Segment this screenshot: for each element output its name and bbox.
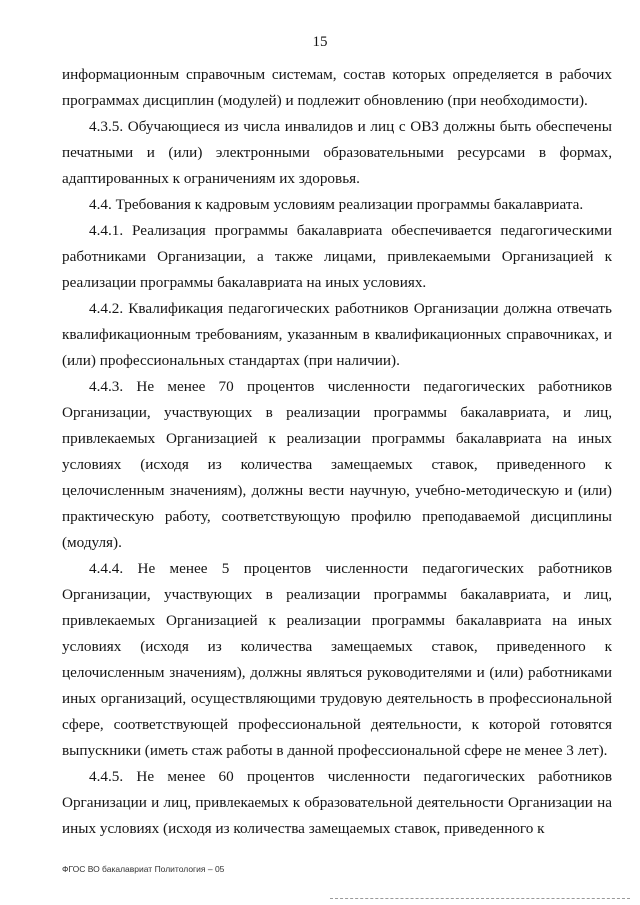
paragraph-4-4-4: 4.4.4. Не менее 5 процентов численности педагогических работников Организации, участвующих в реализации программы бакалавриата, и лиц, привлекаемых Организацией к реализации программы бакалавриата на иных условиях (исходя из количества замещаемых ставок, приведенного к целочисленным значениям), должны являться руководителями и (или) работниками иных организаций, осуществляющими трудовую деятельность в профессиональной сфере, соответствующей профессиональной деятельности, к которой готовятся выпускники (иметь стаж работы в данной профессиональной сфере не менее 3 лет). (62, 560, 612, 759)
paragraph-continuation: информационным справочным системам, состав которых определяется в рабочих программах дисциплин (модулей) и подлежит обновлению (при необходимости). (62, 66, 612, 109)
page-footer: ФГОС ВО бакалавриат Политология – 05 (62, 864, 225, 874)
page-number: 15 (312, 34, 328, 50)
paragraph-4-4-3: 4.4.3. Не менее 70 процентов численности педагогических работников Организации, участвующих в реализации программы бакалавриата, и лиц, привлекаемых Организацией к реализации программы бакалавриата на иных условиях (исходя из количества замещаемых ставок, приведенного к целочисленным значениям), должны вести научную, учебно-методическую и (или) практическую работу, соответствующую профилю преподаваемой дисциплины (модуля). (62, 378, 612, 551)
paragraph-4-3-5: 4.3.5. Обучающиеся из числа инвалидов и лиц с ОВЗ должны быть обеспечены печатными и (или) электронными образовательными ресурсами в формах, адаптированных к ограничениям их здоровья. (62, 118, 612, 187)
paragraph-4-4-1: 4.4.1. Реализация программы бакалавриата обеспечивается педагогическими работниками Организации, а также лицами, привлекаемыми Организацией к реализации программы бакалавриата на иных условиях. (62, 222, 612, 291)
section-heading-4-4: 4.4. Требования к кадровым условиям реализации программы бакалавриата. (89, 196, 584, 213)
paragraph-4-4-5: 4.4.5. Не менее 60 процентов численности педагогических работников Организации и лиц, привлекаемых к образовательной деятельности Организации на иных условиях (исходя из количества замещаемых ставок, приведенного к (62, 768, 612, 837)
bottom-divider (330, 898, 630, 899)
page-body (62, 62, 612, 842)
paragraph-4-4-2: 4.4.2. Квалификация педагогических работников Организации должна отвечать квалификационным требованиям, указанным в квалификационных справочниках, и (или) профессиональных стандартах (при наличии). (62, 300, 612, 369)
